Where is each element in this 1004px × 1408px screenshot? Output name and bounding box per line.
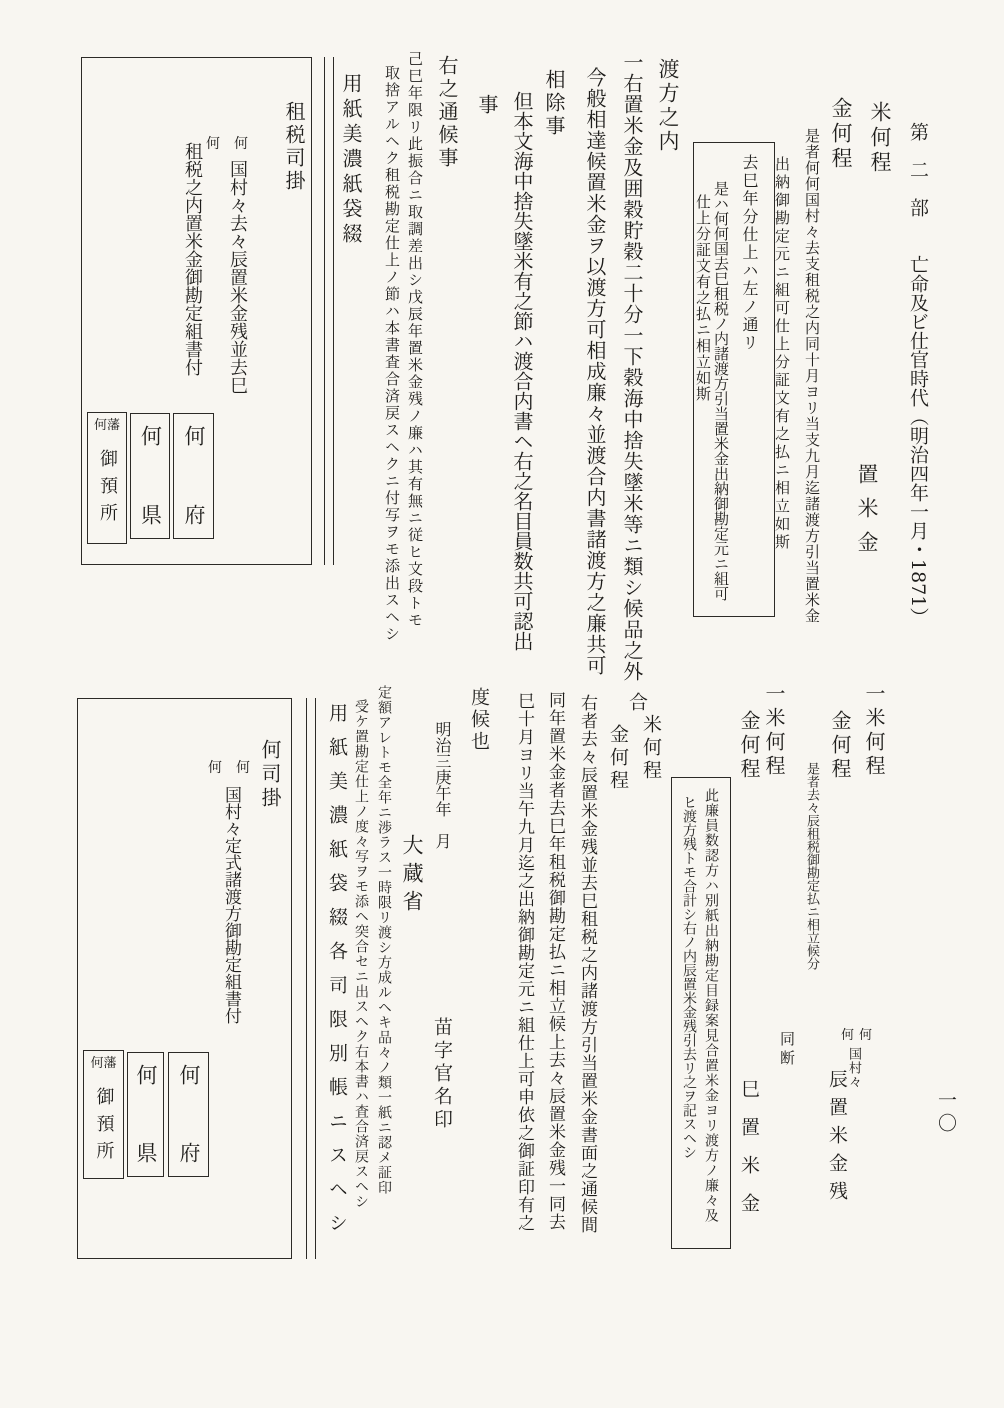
doc2-note-box-line1: 此廉員数認方ハ別紙出納勘定目録案見合置米金ヨリ渡方ノ廉々及 <box>703 788 719 1223</box>
doc1-note-box-line2: 是ハ何何国去巳租税ノ内諸渡方引当置米金出納御勘定元ニ組可 <box>712 181 730 601</box>
doc1-item-2-end: 相除事 <box>542 69 566 138</box>
doc1-rice-amount: 米何程 <box>868 101 892 176</box>
doc2-entry2-note: 同断 <box>778 1031 796 1069</box>
doc2-signature: 苗字官名印 <box>431 1017 453 1132</box>
doc2-ken-box <box>127 1052 164 1220</box>
doc2-statement-1: 右者去々辰置米金残並去巳租税之内諸渡方引当置米金書面之通候間 <box>577 694 597 1234</box>
doc2-entry1-subject-small: 国村々 <box>846 1047 861 1089</box>
doc1-cover-title-line1: 国村々去々辰置米金残並去巳 <box>227 160 248 394</box>
doc1-paper-note: 用紙美濃紙袋綴 <box>339 73 363 248</box>
page-number: 一〇 <box>935 1090 957 1136</box>
doc1-item-3: 但本文海中捨失墜米有之節ハ渡合内書ヘ右之名目員数共可認出 <box>510 91 534 651</box>
doc1-okimaikin-label: 置米金 <box>855 463 879 565</box>
doc1-closing: 右之通候事 <box>435 55 459 170</box>
doc2-paper-note: 用紙美濃紙袋綴各司限別帳ニスヘシ <box>326 703 348 1247</box>
doc2-entry2-subject: 巳置米金 <box>738 1079 760 1231</box>
doc2-ministry: 大蔵省 <box>400 834 424 918</box>
doc2-total-money: 金何程 <box>607 724 629 793</box>
doc1-annotation-line2: 出納御勘定元ニ組可仕上分証文有之払ニ相立如斯 <box>773 156 791 552</box>
doc2-statement-3: 巳十月ヨリ当午九月迄之出納御勘定元ニ組仕上可申依之御証印有之 <box>514 692 534 1232</box>
doc2-entry2-rice: 一米何程 <box>762 683 786 779</box>
doc1-fu-box-label: 何府 <box>182 425 206 583</box>
doc2-small-note-2: 受ケ置勘定仕上ノ度々写ヲモ添ヘ突合セニ出スヘク右本書ハ査合済戻スヘシ <box>353 699 369 1209</box>
doc2-total-rice: 米何程 <box>640 714 662 783</box>
doc2-note-box <box>671 777 731 1249</box>
doc2-entry1-money: 金何程 <box>828 710 852 782</box>
doc2-han-box <box>83 1050 124 1179</box>
doc2-fu-box <box>168 1052 209 1220</box>
doc2-statement-2: 同年置米金者去巳年租税御勘定払ニ相立候上去々辰置米金残一同去 <box>545 691 565 1231</box>
doc2-note-box-line2: ヒ渡方残トモ合計シ右ノ内辰置米金残引去リ之ヲ記スヘシ <box>681 795 697 1159</box>
doc1-cover-nani-nani: 何 何 <box>206 136 248 152</box>
doc2-han-box-top-label: 何藩 <box>90 1056 117 1071</box>
doc1-item-3-end: 事 <box>475 94 499 114</box>
doc2-cover-office: 何司掛 <box>258 739 282 811</box>
doc1-han-box-top-label: 何藩 <box>93 418 120 433</box>
chapter-header: 第 二 部 亡命及ビ仕官時代（明治四年一月・1871） <box>907 122 929 627</box>
doc1-small-note-2: 取捨アルヘク租税勘定仕上ノ節ハ本書査合済戻スヘクニ付写ヲモ添出スヘシ <box>383 65 401 643</box>
doc1-han-box-bottom-label: 御預所 <box>97 449 118 530</box>
doc1-note-box-line1: 去巳年分仕上ハ左ノ通リ <box>740 154 759 352</box>
doc2-entry1-subject: 辰置米金残 <box>826 1069 848 1209</box>
doc2-entry1-note: 是者去々辰租税御勘定払ニ相立候分 <box>804 762 819 970</box>
doc2-statement-4: 度候也 <box>468 687 490 753</box>
doc1-small-note-1: 己巳年限リ此振合ニ取調差出シ戊辰年置米金残ノ廉ハ其有無ニ従ヒ文段トモ <box>406 51 424 629</box>
doc2-binding-rule-inner <box>306 698 307 1259</box>
doc2-binding-rule-outer <box>315 698 316 1259</box>
doc2-date: 明治三庚午年 月 <box>433 721 452 849</box>
doc2-cover-title: 国村々定式諸渡方御勘定組書付 <box>221 786 241 1024</box>
doc1-ken-box-label: 何県 <box>138 425 163 583</box>
doc2-total-prefix: 合 <box>626 692 648 711</box>
doc1-heading-watashikata: 渡方之内 <box>656 58 680 154</box>
doc2-entry1-subject-prefix: 何何 <box>841 1028 878 1043</box>
doc1-item-2: 今般相達候置米金ヲ以渡方可相成廉々並渡合内書諸渡方之廉共可 <box>583 67 607 676</box>
doc2-entry1-rice: 一米何程 <box>862 683 886 779</box>
doc1-note-box-line3: 仕上分証文有之払ニ相立如斯 <box>694 194 712 402</box>
doc1-item-1: 一右置米金及囲穀貯穀二十分一下穀海中捨失墜米等ニ類シ候品之外 <box>620 52 644 682</box>
doc1-cover-office: 租税司掛 <box>282 101 306 193</box>
doc1-binding-rule-outer <box>333 57 334 565</box>
doc2-han-box-bottom-label: 御預所 <box>93 1087 115 1168</box>
doc2-entry2-money: 金何程 <box>737 710 761 782</box>
doc1-annotation-line1: 是者何何国村々去支租税之内同十月ヨリ当支九月迄諸渡方引当置米金 <box>803 128 821 624</box>
doc1-fu-box <box>173 413 214 583</box>
doc2-cover-nani-nani: 何 何 <box>208 760 250 776</box>
doc1-binding-rule-inner <box>324 57 325 565</box>
doc2-small-note-1: 定額アレトモ全年ニ渉ラス一時限リ渡シ方成ルヘキ品々ノ類一紙ニ認メ証印 <box>376 685 392 1195</box>
doc2-fu-box-label: 何府 <box>177 1064 201 1220</box>
doc1-cover-title-line2: 租税之内置米金御勘定組書付 <box>182 142 203 376</box>
doc1-han-box <box>87 412 127 544</box>
doc1-money-amount: 金何程 <box>829 97 853 172</box>
doc2-ken-box-label: 何県 <box>134 1064 158 1220</box>
doc1-ken-box <box>130 413 170 583</box>
